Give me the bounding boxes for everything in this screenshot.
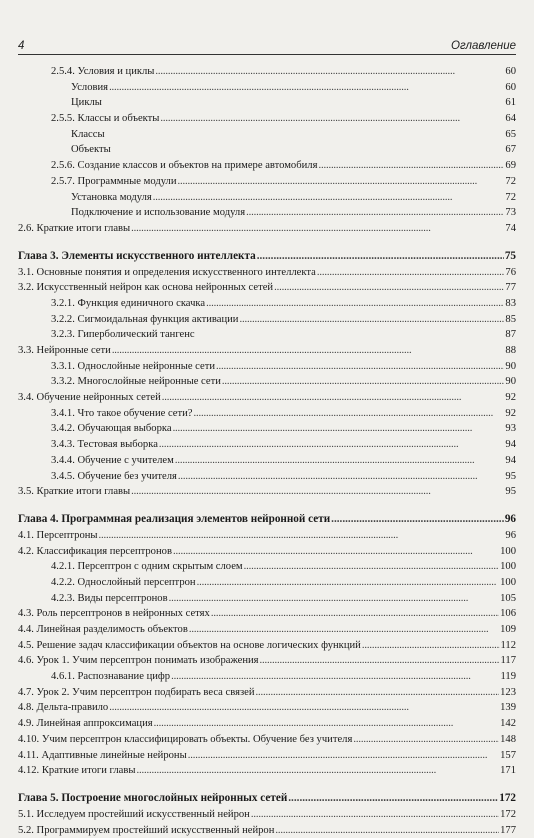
toc-entry[interactable] [18, 559, 516, 575]
dot-leader [109, 700, 499, 716]
dot-leader [251, 807, 499, 823]
toc-entry-text: Условия и циклы [77, 66, 155, 77]
toc-entry-number: 4.5. [18, 639, 34, 651]
toc-entry-text: Многослойные нейронные сети [77, 376, 221, 388]
toc-entry-text: Роль персептронов в нейронных сетях [36, 608, 210, 620]
dot-leader [353, 732, 499, 748]
toc-page-number: 123 [500, 686, 516, 698]
toc-page-number: 112 [500, 639, 516, 651]
toc-page-number: 172 [499, 791, 516, 804]
toc-entry-title [51, 327, 195, 343]
dot-leader [211, 606, 499, 622]
toc-page-number: 92 [505, 407, 516, 419]
toc-entry-text: Решение задач классификации объектов на основе логических функций [36, 639, 361, 651]
dot-leader [246, 205, 504, 221]
toc-entry-number: 3.4. [18, 392, 34, 404]
toc-entry[interactable] [18, 142, 516, 158]
toc-page-number: 64 [505, 113, 516, 125]
toc-page-number: 117 [500, 655, 516, 667]
toc-entry-number: 4.2.3. [51, 592, 75, 604]
toc-entry-text: Классификация персептронов [36, 545, 172, 557]
toc-page-number: 95 [505, 486, 516, 498]
toc-entry-title [18, 544, 172, 560]
toc-entry-text: Однослойный персептрон [77, 576, 196, 588]
toc-entry-text: Урок 1. Учим персептрон понимать изображения [36, 655, 259, 667]
dot-leader [160, 111, 504, 127]
toc-entry-title [18, 511, 330, 528]
toc-entry-title [18, 248, 256, 265]
toc-entry-title [18, 484, 130, 500]
toc-entry-text: Создание классов и объектов на примере автомобиля [77, 160, 318, 172]
toc-entry-text: Однослойные нейронные сети [77, 360, 215, 372]
toc-entry-text: Классы [71, 128, 105, 140]
toc-entry[interactable] [18, 469, 516, 485]
toc-entry-number: 3.1. [18, 266, 34, 278]
toc-page-number: 67 [505, 144, 516, 156]
toc-entry-title [71, 190, 152, 206]
toc-entry-text: Обучение с учителем [77, 454, 174, 466]
toc-entry-number: Глава 5. [18, 791, 59, 804]
toc-entry-text: Функция единичного скачка [77, 297, 206, 309]
toc-entry-text: Условия [71, 81, 109, 93]
toc-entry-text: Программные модули [77, 175, 177, 187]
dot-leader [175, 453, 505, 469]
toc-entry[interactable] [18, 174, 516, 190]
toc-page-number: 77 [505, 282, 516, 294]
dot-leader [109, 80, 504, 96]
toc-entry-text: Персептрон с одним скрытым слоем [77, 561, 243, 573]
toc-entry-title [18, 807, 250, 823]
toc-entry[interactable] [18, 127, 516, 143]
toc-entry-title [18, 622, 188, 638]
toc-entry-title [18, 763, 135, 779]
dot-leader [112, 343, 505, 359]
toc-entry[interactable] [18, 763, 516, 779]
toc-entry[interactable] [18, 421, 516, 437]
toc-entry-number: 4.12. [18, 765, 40, 777]
toc-page-number: 85 [505, 313, 516, 325]
toc-entry-text: Сигмоидальная функция активации [77, 313, 239, 325]
toc-entry-number: Глава 3. [18, 249, 59, 262]
toc-entry[interactable] [18, 591, 516, 607]
toc-entry[interactable] [18, 528, 516, 544]
toc-entry-text: Обучение нейронных сетей [36, 392, 161, 404]
toc-entry[interactable] [18, 700, 516, 716]
dot-leader [131, 221, 504, 237]
toc-page-number: 148 [500, 733, 516, 745]
toc-entry-text: Программируем простейший искусственный нейрон [36, 824, 275, 836]
toc-entry[interactable] [18, 807, 516, 823]
toc-entry[interactable] [18, 606, 516, 622]
toc-entry-title [51, 453, 174, 469]
toc-entry-title [51, 158, 317, 174]
chapter-heading[interactable] [18, 511, 516, 528]
toc-entry-title [18, 280, 273, 296]
toc-entry-number: 3.2.2. [51, 313, 75, 325]
toc-page-number: 100 [500, 561, 516, 573]
toc-entry-title [18, 685, 255, 701]
dot-leader [189, 622, 499, 638]
toc-entry-number: 3.4.3. [51, 439, 75, 451]
toc-entry-number: 2.5.4. [51, 66, 75, 77]
dot-leader [99, 528, 505, 544]
dot-leader [239, 312, 504, 328]
dot-leader [275, 823, 499, 838]
section-gap [18, 500, 516, 511]
toc-entry-text: Краткие итоги главы [36, 222, 131, 234]
dot-leader [256, 685, 500, 701]
toc-entry-text: Элементы искусственного интеллекта [61, 249, 256, 262]
toc-entry-number: 3.2. [18, 282, 34, 294]
toc-entry[interactable] [18, 265, 516, 281]
toc-entry[interactable] [18, 544, 516, 560]
dot-leader [317, 265, 505, 281]
toc-entry[interactable] [18, 575, 516, 591]
toc-entry[interactable] [18, 748, 516, 764]
toc-entry-number: 3.2.3. [51, 329, 75, 341]
toc-page-number: 83 [505, 297, 516, 309]
toc-entry-title [51, 559, 243, 575]
dot-leader [222, 374, 505, 390]
dot-leader [260, 653, 500, 669]
toc-page-number: 96 [504, 512, 516, 525]
toc-entry-title [71, 80, 108, 96]
toc-entry-title [51, 591, 168, 607]
dot-leader [178, 174, 505, 190]
toc-entry-text: Персептроны [36, 529, 98, 541]
toc-page-number: 94 [505, 439, 516, 451]
toc-entry-text: Искусственный нейрон как основа нейронных сетей [36, 282, 274, 294]
toc-entry-text: Исследуем простейший искусственный нейрон [36, 808, 250, 820]
toc-page-number: 171 [500, 765, 516, 777]
toc-entry-number: 4.6. [18, 655, 34, 667]
toc-entry[interactable] [18, 669, 516, 685]
dot-leader [162, 390, 505, 406]
toc-entry-title [18, 732, 352, 748]
toc-page-number: 119 [500, 671, 516, 683]
toc-entry-text: Адаптивные линейные нейроны [41, 749, 187, 761]
toc-entry-text: Нейронные сети [36, 345, 111, 356]
toc-entry-number: 4.4. [18, 624, 34, 635]
toc-entry[interactable] [18, 484, 516, 500]
toc-entry[interactable] [18, 374, 516, 390]
toc-entry-number: 3.4.5. [51, 470, 75, 482]
toc-entry[interactable] [18, 296, 516, 312]
toc-entry[interactable] [18, 111, 516, 127]
toc-page-number: 87 [505, 329, 516, 341]
toc-entry-text: Обучение без учителя [77, 470, 177, 482]
toc-entry-number: 4.3. [18, 608, 34, 620]
toc-entry-number: 4.2.1. [51, 561, 75, 573]
toc-entry-number: 5.1. [18, 808, 34, 820]
toc-entry-title [71, 95, 102, 111]
dot-leader [169, 591, 500, 607]
toc-entry-text: Распознавание цифр [77, 671, 171, 683]
toc-entry-text: Краткие итоги главы [41, 765, 136, 777]
toc-page-number: 74 [505, 222, 516, 234]
toc-entry-title [18, 265, 316, 281]
toc-page-number: 106 [500, 608, 516, 620]
toc-entry-number: 3.3.1. [51, 360, 75, 372]
toc-entry-title [51, 469, 177, 485]
toc-page-number: 139 [500, 702, 516, 714]
toc-entry-number: 4.8. [18, 702, 34, 714]
dot-leader [188, 748, 499, 764]
toc-entry-title [71, 127, 105, 143]
dot-leader [194, 406, 505, 422]
toc-page-number: 172 [500, 808, 516, 820]
toc-entry-title [18, 790, 287, 807]
dot-leader [131, 484, 504, 500]
toc-entry-text: Линейная разделимость объектов [36, 624, 188, 635]
dot-leader [206, 296, 504, 312]
toc-entry-title [18, 390, 161, 406]
dot-leader [155, 64, 504, 80]
toc-page-number: 95 [505, 470, 516, 482]
toc-entry-number: 4.6.1. [51, 671, 75, 683]
toc-entry[interactable] [18, 638, 516, 654]
toc-page-number: 88 [505, 345, 516, 356]
dot-leader [154, 716, 499, 732]
toc-entry-title [51, 111, 159, 127]
toc-entry-title [51, 406, 193, 422]
toc-page-number: 92 [505, 392, 516, 404]
dot-leader [173, 544, 499, 560]
toc-entry-number: 3.4.4. [51, 454, 75, 466]
toc-entry-number: 3.4.1. [51, 407, 75, 419]
toc-page-number: 100 [500, 576, 516, 588]
section-gap [18, 779, 516, 790]
chapter-heading[interactable] [18, 248, 516, 265]
toc-entry-title [71, 142, 111, 158]
table-of-contents [18, 64, 516, 838]
toc-page-number: 105 [500, 592, 516, 604]
page-number: 4 [18, 40, 25, 52]
toc-entry-number: 3.2.1. [51, 297, 75, 309]
toc-entry-text: Учим персептрон классифицировать объекты. Обучение без учителя [41, 733, 353, 745]
dot-leader [178, 469, 505, 485]
toc-entry-number: 2.6. [18, 222, 34, 234]
toc-entry[interactable] [18, 685, 516, 701]
toc-entry-number: 4.2.2. [51, 576, 75, 588]
toc-page-number: 60 [505, 66, 516, 77]
dot-leader [153, 190, 505, 206]
toc-entry-number: 2.5.6. [51, 160, 75, 172]
toc-entry-text: Что такое обучение сети? [77, 407, 193, 419]
toc-entry-text: Подключение и использование модуля [71, 207, 246, 219]
toc-entry-title [51, 174, 177, 190]
toc-entry-title [18, 606, 210, 622]
toc-entry[interactable] [18, 280, 516, 296]
toc-entry[interactable] [18, 158, 516, 174]
toc-entry-text: Обучающая выборка [77, 423, 172, 435]
toc-page-number: 69 [505, 160, 516, 172]
toc-entry-number: Глава 4. [18, 512, 59, 525]
toc-page-number: 100 [500, 545, 516, 557]
toc-entry[interactable] [18, 653, 516, 669]
toc-entry-title [51, 359, 215, 375]
toc-page-number: 90 [505, 360, 516, 372]
dot-leader [216, 359, 504, 375]
toc-page-number: 109 [500, 624, 516, 635]
dot-leader [197, 575, 500, 591]
dot-leader [244, 559, 499, 575]
toc-page-number: 177 [500, 824, 516, 836]
toc-entry-number: 3.4.2. [51, 423, 75, 435]
toc-entry-number: 4.1. [18, 529, 34, 541]
toc-entry-text: Классы и объекты [77, 113, 160, 125]
toc-entry[interactable] [18, 190, 516, 206]
toc-entry-title [18, 700, 108, 716]
dot-leader [288, 790, 498, 807]
dot-leader [159, 437, 505, 453]
toc-entry-title [18, 528, 98, 544]
toc-entry[interactable] [18, 327, 516, 343]
toc-entry-title [18, 221, 130, 237]
toc-entry[interactable] [18, 312, 516, 328]
toc-entry-text: Программная реализация элементов нейронной сети [61, 512, 331, 525]
toc-entry-title [18, 823, 274, 838]
toc-entry[interactable] [18, 343, 516, 359]
toc-entry-number: 4.7. [18, 686, 34, 698]
toc-entry-title [51, 437, 158, 453]
toc-page-number: 73 [505, 207, 516, 219]
toc-entry-title [51, 421, 172, 437]
toc-page-number: 72 [505, 175, 516, 187]
toc-entry[interactable] [18, 80, 516, 96]
toc-entry[interactable] [18, 359, 516, 375]
dot-leader [171, 669, 499, 685]
toc-entry[interactable] [18, 390, 516, 406]
toc-entry[interactable] [18, 437, 516, 453]
toc-entry-number: 4.2. [18, 545, 34, 557]
toc-page-number: 75 [504, 249, 516, 262]
toc-entry-number: 3.3.2. [51, 376, 75, 388]
dot-leader [173, 421, 505, 437]
toc-entry-number: 5.2. [18, 824, 34, 836]
toc-entry-number: 3.5. [18, 486, 34, 498]
toc-entry-title [71, 205, 245, 221]
toc-entry-number: 2.5.7. [51, 175, 75, 187]
toc-entry-number: 4.11. [18, 749, 39, 761]
toc-entry-text: Объекты [71, 144, 111, 156]
toc-entry-title [18, 653, 259, 669]
toc-entry-text: Циклы [71, 97, 102, 109]
toc-page-number: 72 [505, 191, 516, 203]
dot-leader [257, 248, 504, 265]
toc-entry-title [18, 716, 153, 732]
toc-entry-title [51, 312, 238, 328]
toc-entry-text: Основные понятия и определения искусственного интеллекта [36, 266, 316, 278]
toc-entry-title [51, 374, 221, 390]
toc-page-number: 94 [505, 454, 516, 466]
toc-entry-text: Урок 2. Учим персептрон подбирать веса связей [36, 686, 255, 698]
dot-leader [362, 638, 500, 654]
section-title: Оглавление [451, 40, 516, 52]
toc-entry[interactable] [18, 95, 516, 111]
toc-entry-text: Краткие итоги главы [36, 486, 131, 498]
toc-entry-title [51, 575, 196, 591]
toc-entry-number: 2.5.5. [51, 113, 75, 125]
toc-page-number: 65 [505, 128, 516, 140]
toc-entry-text: Построение многослойных нейронных сетей [61, 791, 288, 804]
toc-entry[interactable] [18, 732, 516, 748]
toc-entry[interactable] [18, 453, 516, 469]
toc-entry-text: Линейная аппроксимация [36, 718, 153, 730]
toc-entry[interactable] [18, 64, 516, 80]
toc-entry-title [18, 638, 361, 654]
toc-entry-text: Дельта-правило [36, 702, 109, 714]
toc-page-number: 60 [505, 81, 516, 93]
toc-entry[interactable] [18, 823, 516, 838]
toc-entry-number: 4.10. [18, 733, 40, 745]
toc-page-number: 76 [505, 266, 516, 278]
header-rule [18, 54, 516, 55]
toc-entry-title [51, 296, 205, 312]
toc-entry-number: 4.9. [18, 718, 34, 730]
toc-entry[interactable] [18, 205, 516, 221]
section-gap [18, 237, 516, 248]
toc-entry-title [51, 64, 154, 80]
toc-entry[interactable] [18, 622, 516, 638]
toc-entry-title [18, 343, 111, 359]
toc-entry-text: Виды персептронов [77, 592, 168, 604]
toc-page-number: 142 [500, 718, 516, 730]
toc-entry-text: Установка модуля [71, 191, 152, 203]
toc-entry-number: 3.3. [18, 345, 34, 356]
toc-entry[interactable] [18, 406, 516, 422]
toc-page-number: 90 [505, 376, 516, 388]
toc-page-number: 96 [505, 529, 516, 541]
dot-leader [136, 763, 499, 779]
page-header [18, 34, 516, 52]
toc-page-number: 61 [505, 97, 516, 109]
toc-entry[interactable] [18, 221, 516, 237]
toc-entry-text: Тестовая выборка [77, 439, 158, 451]
toc-entry-title [51, 669, 170, 685]
dot-leader [318, 158, 504, 174]
toc-entry[interactable] [18, 716, 516, 732]
chapter-heading[interactable] [18, 790, 516, 807]
toc-entry-title [18, 748, 187, 764]
toc-page-number: 157 [500, 749, 516, 761]
dot-leader [274, 280, 504, 296]
toc-page-number: 93 [505, 423, 516, 435]
dot-leader [331, 511, 504, 528]
toc-entry-text: Гиперболический тангенс [77, 329, 195, 341]
